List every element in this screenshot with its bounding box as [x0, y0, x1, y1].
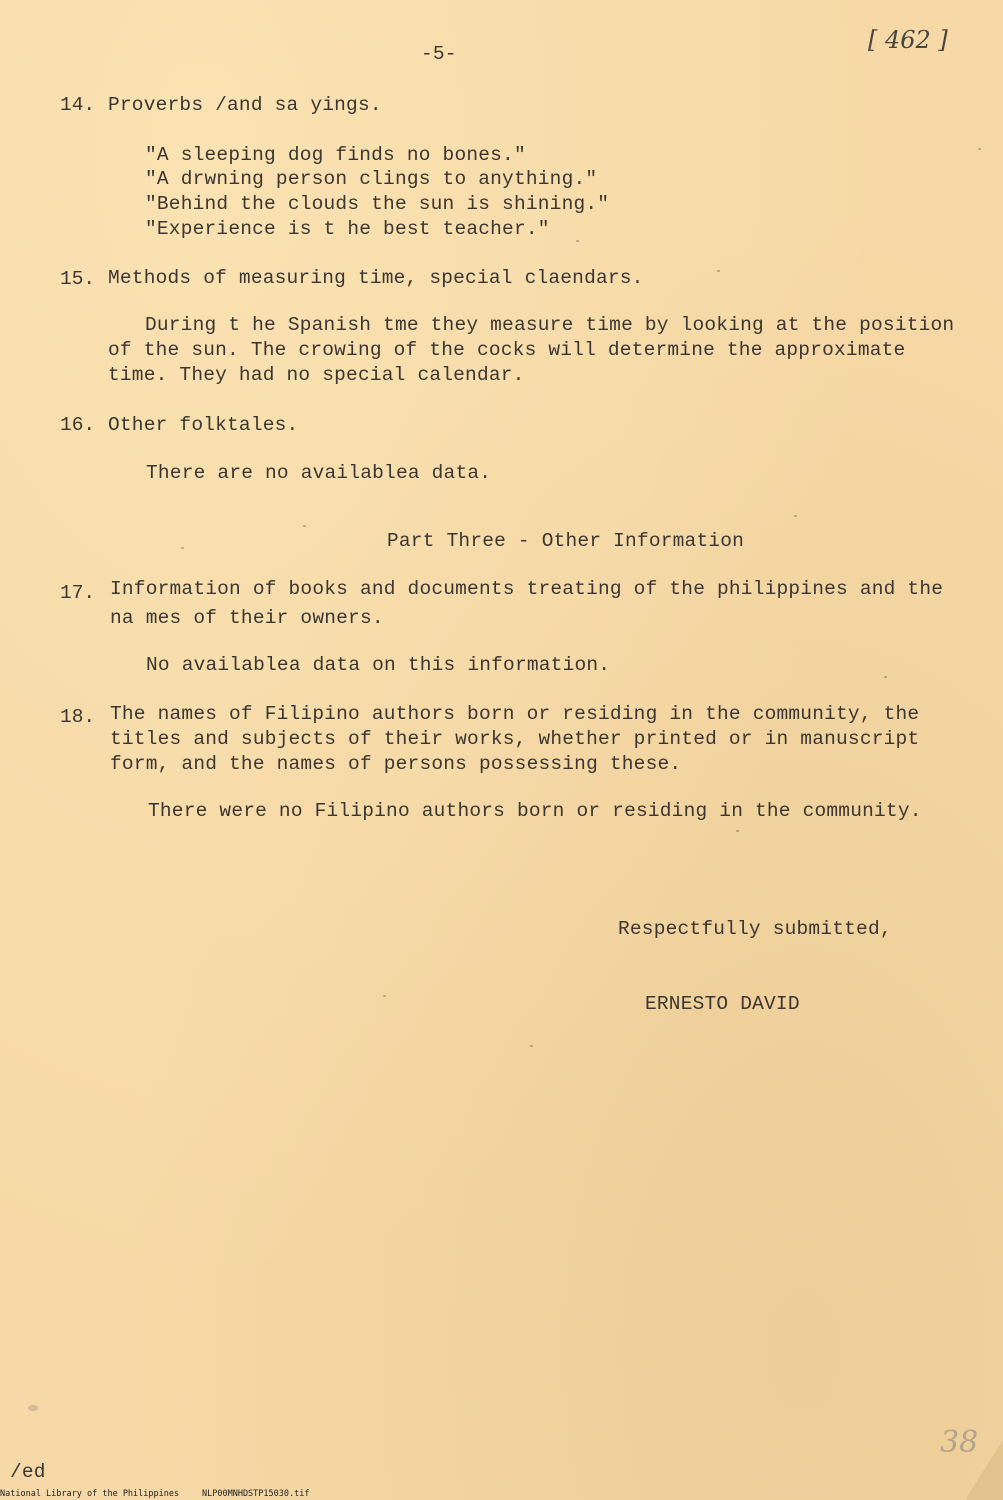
item-14-number: 14.: [60, 94, 96, 116]
proverb-line: "A drwning person clings to anything.": [145, 168, 598, 190]
item-14-heading: Proverbs /and sa yings.: [108, 94, 382, 116]
item-18-heading-continued-2: form, and the names of persons possessing these.: [110, 753, 682, 775]
closing-salutation: Respectfully submitted,: [618, 918, 892, 940]
item-15-heading: Methods of measuring time, special claendars.: [108, 267, 644, 289]
paragraph-line: During t he Spanish tme they measure time by looking at the position: [145, 314, 955, 336]
item-17-number: 17.: [60, 582, 96, 604]
footer-filename: NLP00MNHDSTP15030.tif: [202, 1489, 310, 1499]
paper-speck: [978, 148, 981, 150]
item-17-heading-continued: na mes of their owners.: [110, 607, 384, 629]
proverb-line: "Behind the clouds the sun is shining.": [145, 193, 610, 215]
item-16-number: 16.: [60, 414, 96, 436]
item-15-number: 15.: [60, 268, 96, 290]
item-18-heading: The names of Filipino authors born or residing in the community, the: [110, 703, 920, 725]
footer-library: National Library of the Philippines: [0, 1489, 180, 1499]
paper-speck: [28, 1405, 38, 1411]
paper-speck: [717, 270, 720, 272]
paragraph-line: No availablea data on this information.: [146, 654, 611, 676]
paper-speck: [884, 676, 887, 678]
paper-speck: [576, 240, 579, 242]
proverb-line: "Experience is t he best teacher.": [145, 218, 550, 240]
paper-speck: [181, 547, 184, 549]
paper-speck: [383, 995, 386, 997]
paper-speck: [530, 1045, 533, 1047]
signature-name: ERNESTO DAVID: [645, 993, 800, 1015]
item-18-number: 18.: [60, 706, 96, 728]
paper-speck: [736, 830, 739, 832]
paragraph-line: time. They had no special calendar.: [108, 364, 525, 386]
item-17-heading: Information of books and documents treating of the philippines and the: [110, 578, 944, 600]
item-16-heading: Other folktales.: [108, 414, 299, 436]
handwritten-reference: [ 462 ]: [868, 26, 948, 54]
part-three-heading: Part Three - Other Information: [387, 530, 745, 552]
paragraph-line: There are no availablea data.: [146, 462, 492, 484]
page-corner-fold: [960, 1440, 1003, 1500]
typist-initials: /ed: [10, 1461, 46, 1483]
margin-handwritten-number: 38: [940, 1425, 979, 1460]
paper-speck: [303, 525, 306, 527]
page-number: -5-: [421, 43, 457, 65]
paragraph-line: There were no Filipino authors born or residing in the community.: [148, 800, 922, 822]
paragraph-line: of the sun. The crowing of the cocks will determine the approximate: [108, 339, 906, 361]
paper-speck: [794, 515, 797, 517]
item-18-heading-continued: titles and subjects of their works, whether printed or in manuscript: [110, 728, 920, 750]
proverb-line: "A sleeping dog finds no bones.": [145, 144, 526, 166]
